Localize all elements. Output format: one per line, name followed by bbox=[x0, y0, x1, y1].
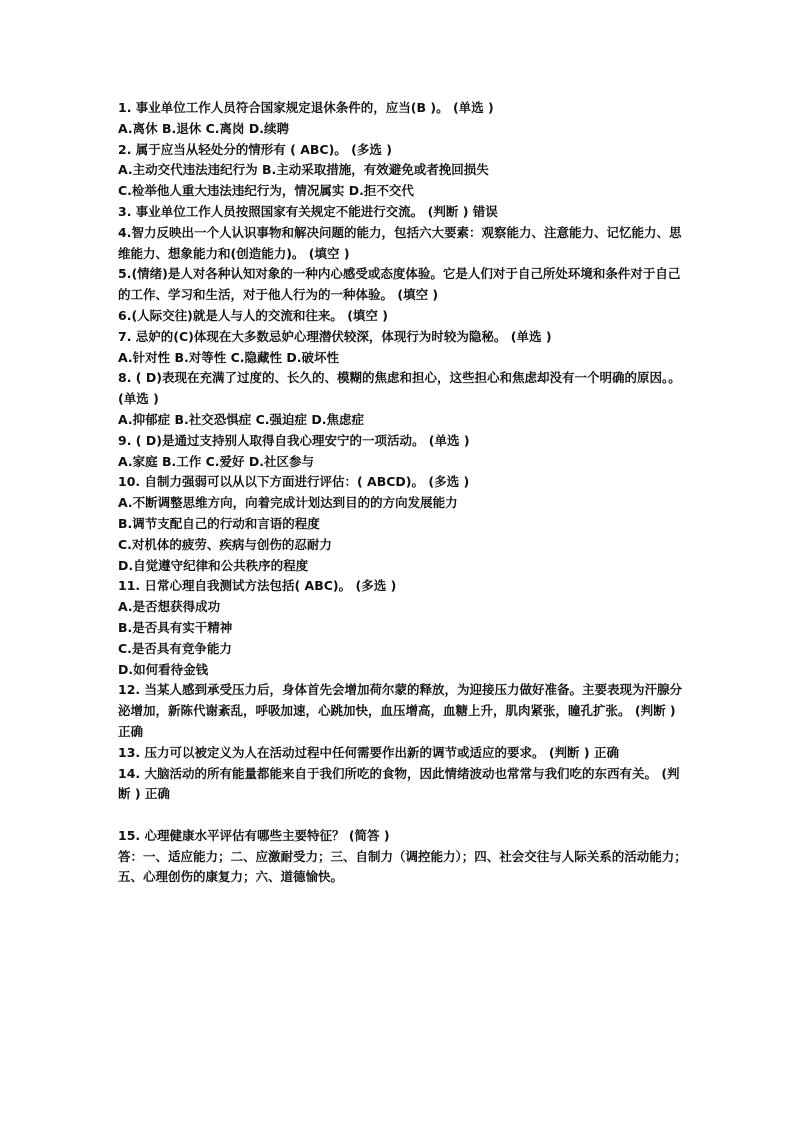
q2-options-ab: A.主动交代违法违纪行为 B.主动采取措施，有效避免或者挽回损失 bbox=[118, 162, 489, 178]
q11-option-c: C.是否具有竞争能力 bbox=[118, 640, 232, 656]
q9-question: 9. ( D)是通过支持别人取得自我心理安宁的一项活动。 (单选 ) bbox=[118, 432, 470, 448]
q8-options: A.抑郁症 B.社交恐惧症 C.强迫症 D.焦虑症 bbox=[118, 411, 365, 427]
q11-option-b: B.是否具有实干精神 bbox=[118, 619, 233, 635]
q6-question: 6.(人际交往)就是人与人的交流和往来。 (填空 ) bbox=[118, 307, 389, 323]
q10-option-b: B.调节支配自己的行动和言语的程度 bbox=[118, 515, 320, 531]
q9-options: A.家庭 B.工作 C.爱好 D.社区参与 bbox=[118, 453, 315, 469]
blank-line bbox=[118, 805, 688, 826]
q10-option-c: C.对机体的疲劳、疾病与创伤的忍耐力 bbox=[118, 536, 332, 552]
q2-question: 2. 属于应当从轻处分的情形有 ( ABC)。 (多选 ) bbox=[118, 141, 392, 157]
q11-question: 11. 日常心理自我测试方法包括( ABC)。 (多选 ) bbox=[118, 578, 397, 594]
q10-question: 10. 自制力强弱可以从以下方面进行评估：( ABCD)。 (多选 ) bbox=[118, 474, 470, 490]
q8-question: 8. ( D)表现在充满了过度的、长久的、模糊的焦虑和担心，这些担心和焦虑却没有一个明确的原因。。 (单选 ) bbox=[118, 370, 686, 407]
q14-question: 14. 大脑活动的所有能量都能来自于我们所吃的食物，因此情绪波动也常常与我们吃的东西有关。 (判断 ) 正确 bbox=[118, 765, 680, 802]
q11-option-d: D.如何看待金钱 bbox=[118, 661, 209, 677]
q13-question: 13. 压力可以被定义为人在活动过程中任何需要作出新的调节或适应的要求。 (判断 ) 正确 bbox=[118, 744, 619, 760]
q12-question: 12. 当某人感到承受压力后，身体首先会增加荷尔蒙的释放，为迎接压力做好准备。主要表现为汗腺分泌增加，新陈代谢紊乱，呼吸加速，心跳加快，血压增高，血糖上升，肌肉紧张，瞳孔扩张。 (判断 ) 正确 bbox=[118, 682, 682, 739]
q1-question: 1. 事业单位工作人员符合国家规定退休条件的，应当(B )。 (单选 ) bbox=[118, 100, 494, 115]
q10-option-a: A.不断调整思维方向，向着完成计划达到目的的方向发展能力 bbox=[118, 495, 458, 511]
q5-question: 5.(情绪)是人对各种认知对象的一种内心感受或态度体验。它是人们对于自己所处环境和条件对于自己的工作、学习和生活，对于他人行为的一种体验。 (填空 ) bbox=[118, 266, 681, 303]
q11-option-a: A.是否想获得成功 bbox=[118, 599, 221, 615]
q15-answer: 答：一、适应能力；二、应激耐受力；三、自制力（调控能力）；四、社会交往与人际关系的活动能力；五、心理创伤的康复力；六、道德愉快。 bbox=[118, 848, 687, 885]
q7-question: 7. 忌妒的(C)体现在大多数忌妒心理潜伏较深，体现行为时较为隐秘。 (单选 ) bbox=[118, 328, 552, 344]
q15-question: 15. 心理健康水平评估有哪些主要特征？ (简答 ) bbox=[118, 827, 390, 843]
q4-question: 4.智力反映出一个人认识事物和解决问题的能力，包括六大要素：观察能力、注意能力、记忆能力、思维能力、想象能力和(创造能力)。 (填空 ) bbox=[118, 224, 682, 261]
q3-question: 3. 事业单位工作人员按照国家有关规定不能进行交流。 (判断 ) 错误 bbox=[118, 203, 498, 219]
q7-options: A.针对性 B.对等性 C.隐藏性 D.破坏性 bbox=[118, 349, 340, 365]
q2-options-cd: C.检举他人重大违法违纪行为，情况属实 D.拒不交代 bbox=[118, 183, 414, 199]
q10-option-d: D.自觉遵守纪律和公共秩序的程度 bbox=[118, 557, 309, 573]
q1-options: A.离休 B.退休 C.离岗 D.续聘 bbox=[118, 120, 290, 136]
document-body bbox=[118, 98, 688, 888]
